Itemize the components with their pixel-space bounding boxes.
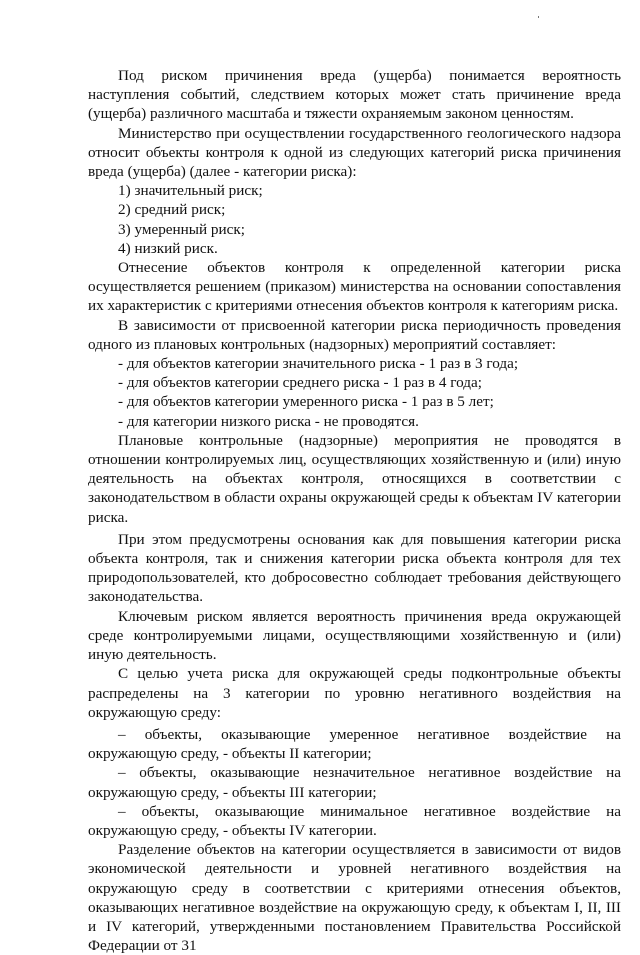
- category-item-iii: – объекты, оказывающие незначительное негативное воздействие на окружающую среду, - объекты III категории;: [88, 764, 621, 801]
- paragraph-key-risk: Ключевым риском является вероятность причинения вреда окружающей среде контролируемыми лицами, осуществляющими хозяйственную и (или) иную деятельность.: [88, 607, 621, 664]
- list-item-moderate-risk: 3) умеренный риск;: [118, 220, 245, 238]
- frequency-item-low: - для категории низкого риска - не проводятся.: [118, 412, 419, 430]
- frequency-item-medium: - для объектов категории среднего риска - 1 раз в 4 года;: [118, 374, 482, 392]
- frequency-item-significant: - для объектов категории значительного риска - 1 раз в 3 года;: [118, 355, 519, 373]
- list-item-significant-risk: 1) значительный риск;: [118, 182, 263, 200]
- paragraph-ministry-categories: Министерство при осуществлении государственного геологического надзора относит объекты контроля к одной из следующих категорий риска причинения вреда (ущерба) (далее - категории риска):: [88, 124, 621, 181]
- paragraph-risk-definition: Под риском причинения вреда (ущерба) понимается вероятность наступления событий, следствием которых может стать причинение вреда (ущерба) различного масштаба и тяжести охраняемым законом ценностям.: [88, 67, 621, 123]
- paragraph-no-planned-inspections: Плановые контрольные (надзорные) мероприятия не проводятся в отношении контролируемых лиц, осуществляющих хозяйственную и (или) иную деятельность на объектах контроля, относящихся в соответствии с законодательством в области охраны окружающей среды к объектам IV категории риска.: [88, 431, 621, 526]
- list-item-medium-risk: 2) средний риск;: [118, 201, 226, 219]
- document-body: [88, 66, 621, 955]
- paragraph-three-categories: С целью учета риска для окружающей среды подконтрольные объекты распределены на 3 категории по уровню негативного воздействия на окружающую среду:: [88, 665, 621, 721]
- paragraph-assignment: Отнесение объектов контроля к определенной категории риска осуществляется решением (приказом) министерства на основании сопоставления их характеристик с критериями отнесения объектов контроля к категориям риска.: [88, 259, 621, 315]
- paragraph-raise-lower-category: При этом предусмотрены основания как для повышения категории риска объекта контроля, так и снижения категории риска объекта контроля для тех природопользователей, кто добросовестно соблюдает требования действующего законодательства.: [88, 530, 621, 606]
- paragraph-frequency: В зависимости от присвоенной категории риска периодичность проведения одного из плановых контрольных (надзорных) мероприятий составляет:: [88, 316, 621, 353]
- paragraph-category-division: Разделение объектов на категории осуществляется в зависимости от видов экономической деятельности и уровней негативного воздействия на окружающую среду в соответствии с критериями отнесения объектов, оказывающих негативное воздействие на окружающую среду, к объектам I, II, III и IV категорий, утвержденными постановлением Правительства Российской Федерации от 31: [88, 841, 621, 955]
- frequency-item-moderate: - для объектов категории умеренного риска - 1 раз в 5 лет;: [118, 393, 494, 411]
- category-item-iv: – объекты, оказывающие минимальное негативное воздействие на окружающую среду, - объекты IV категории.: [88, 802, 621, 839]
- list-item-low-risk: 4) низкий риск.: [118, 239, 218, 257]
- category-item-ii: – объекты, оказывающие умеренное негативное воздействие на окружающую среду, - объекты II категории;: [88, 725, 621, 763]
- scan-speck: [538, 16, 539, 18]
